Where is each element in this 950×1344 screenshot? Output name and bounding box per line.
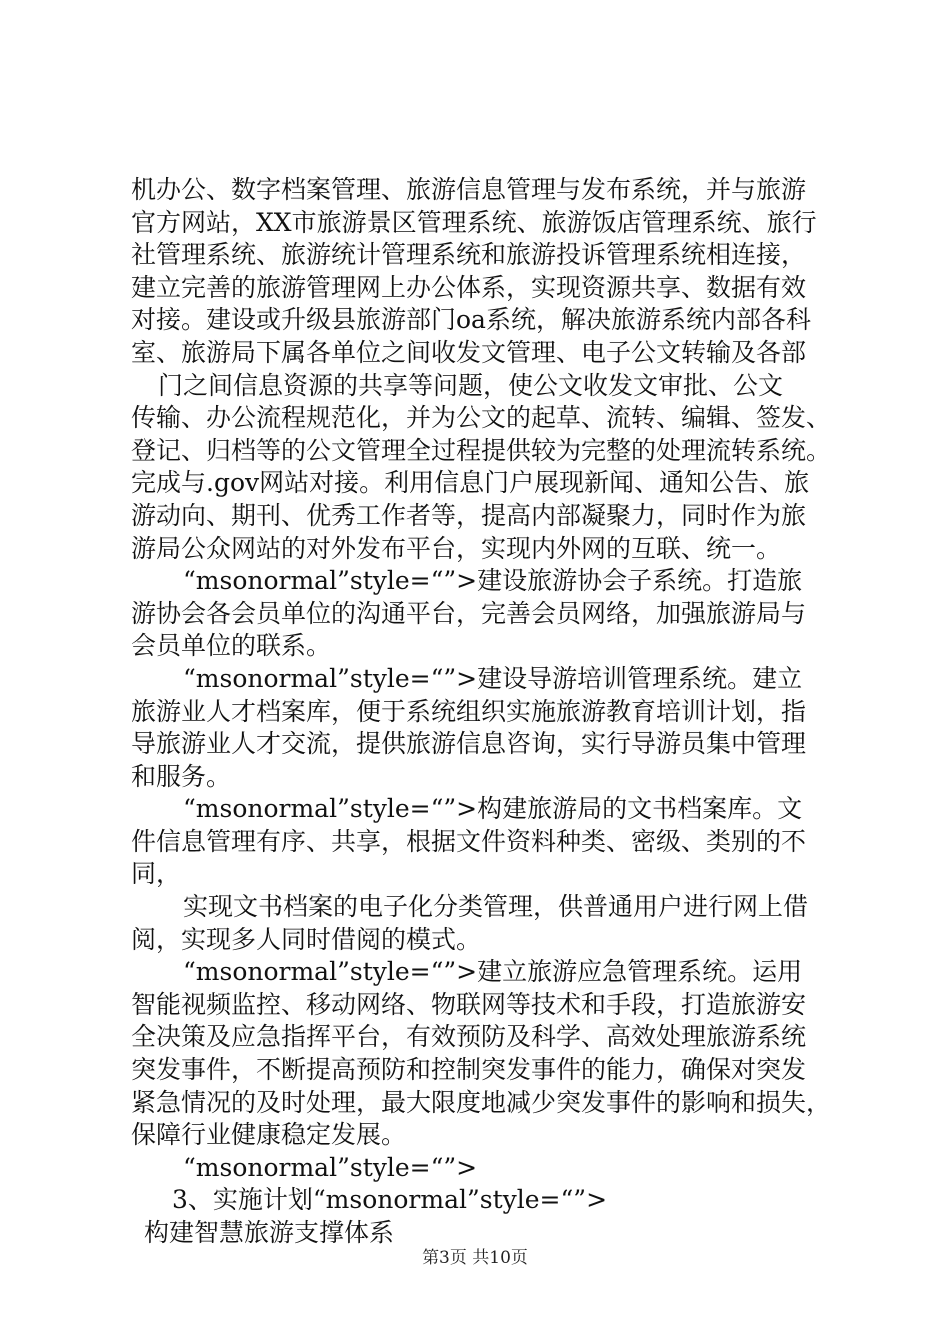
text-line: 机办公、数字档案管理、旅游信息管理与发布系统，并与旅游	[131, 175, 807, 204]
text-line: 保障行业健康稳定发展。	[131, 1120, 407, 1150]
text-line: 游局公众网站的对外发布平台，实现内外网的互联、统一。	[131, 533, 782, 563]
text-line: 传输、办公流程规范化，并为公文的起草、流转、编辑、签发、	[131, 403, 832, 433]
text-line: “msonormal”style=“”>建立旅游应急管理系统。运用	[183, 957, 803, 987]
text-line: 对接。建设或升级县旅游部门oa系统，解决旅游系统内部各科	[131, 305, 811, 335]
text-line: 建立完善的旅游管理网上办公体系，实现资源共享、数据有效	[131, 272, 807, 302]
text-line: 门之间信息资源的共享等问题，使公文收发文审批、公文	[158, 370, 784, 400]
text-line: 智能视频监控、移动网络、物联网等技术和手段，打造旅游安	[131, 989, 807, 1019]
text-line: 游动向、期刊、优秀工作者等，提高内部凝聚力，同时作为旅	[131, 500, 807, 530]
text-line: 3、实施计划“msonormal”style=“”>	[172, 1185, 608, 1215]
text-line: 官方网站，XX市旅游景区管理系统、旅游饭店管理系统、旅行	[131, 207, 817, 237]
text-line: 构建智慧旅游支撑体系	[144, 1218, 395, 1247]
text-line: “msonormal”style=“”>	[183, 1152, 478, 1182]
text-line: 完成与.gov网站对接。利用信息门户展现新闻、通知公告、旅	[131, 468, 810, 498]
text-line: “msonormal”style=“”>建设导游培训管理系统。建立	[183, 663, 803, 693]
text-line: 阅，实现多人同时借阅的模式。	[131, 924, 482, 954]
text-line: 和服务。	[131, 761, 232, 791]
text-line: 社管理系统、旅游统计管理系统和旅游投诉管理系统相连接，	[131, 240, 807, 270]
text-line: 游协会各会员单位的沟通平台，完善会员网络，加强旅游局与	[131, 598, 807, 628]
text-line: 突发事件，不断提高预防和控制突发事件的能力，确保对突发	[131, 1055, 807, 1085]
text-line: 紧急情况的及时处理，最大限度地减少突发事件的影响和损失，	[131, 1087, 832, 1117]
text-line: 实现文书档案的电子化分类管理，供普通用户进行网上借	[183, 892, 809, 922]
text-line: 同，	[131, 859, 182, 889]
text-line: 导旅游业人才交流，提供旅游信息咨询，实行导游员集中管理	[131, 729, 807, 759]
page-number-footer: 第3页 共10页	[422, 1248, 528, 1268]
text-line: 旅游业人才档案库，便于系统组织实施旅游教育培训计划，指	[131, 696, 807, 726]
text-line: 件信息管理有序、共享，根据文件资料种类、密级、类别的不	[131, 826, 807, 856]
text-line: “msonormal”style=“”>建设旅游协会子系统。打造旅	[183, 566, 803, 596]
text-line: 室、旅游局下属各单位之间收发文管理、电子公文转输及各部	[131, 337, 807, 367]
text-line: 全决策及应急指挥平台，有效预防及科学、高效处理旅游系统	[131, 1022, 807, 1052]
text-line: 登记、归档等的公文管理全过程提供较为完整的处理流转系统。	[131, 435, 832, 465]
text-line: 会员单位的联系。	[131, 631, 332, 661]
text-line: “msonormal”style=“”>构建旅游局的文书档案库。文	[183, 794, 803, 824]
document-body	[131, 174, 841, 1250]
